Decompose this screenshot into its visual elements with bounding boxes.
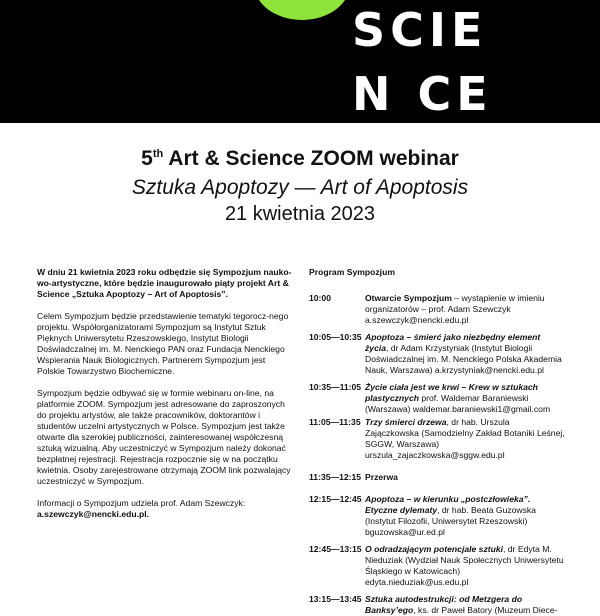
program-time: 12:15—12:45 [309, 494, 362, 504]
intro-paragraph-1: W dniu 21 kwietnia 2023 roku odbędzie się Sympozjum nauko-wo-artystyczne, które będzie inaugurowało piąty projekt Art & Science „Sztuka Apoptozy – Art of Apoptosis”. [37, 267, 292, 299]
title-number: 5 [141, 147, 153, 170]
program-item [309, 544, 565, 588]
program-desc: Sztuka autodestrukcji: od Metzgera do Banksy’ego, ks. dr Paweł Batory (Muzeum Diece- [365, 594, 558, 615]
program-time: 12:45—13:15 [309, 544, 362, 554]
intro-column [37, 267, 293, 531]
program-item [309, 332, 565, 376]
intro-paragraph-4: Informacji o Sympozjum udziela prof. Adam Szewczyk: a.szewczyk@nencki.edu.pl. [37, 498, 246, 519]
program-time: 13:15—13:45 [309, 594, 362, 604]
banner-letters-ce: CE [417, 67, 493, 121]
program-item [309, 494, 565, 538]
program-time: 11:05—11:35 [309, 417, 361, 427]
intro-paragraph-3: Sympozjum będzie odbywać się w formie webinaru on-line, na platformie ZOOM. Sympozjum jest adresowane do zaproszonych do projektu artystów, ale także pracowników, doktorantów i studentów uczelni artystycznych w Polsce. Sympozjum jest także otwarte dla szerokiej publiczności, zainteresowanej współczesną sztuką wizualną. Aby uczestniczyć w Sympozjum należy dokonać bezpłatnej rejestracji. Rejestracja rozpocznie się w na początku kwietnia. Osoby zarejestrowane otrzymają ZOOM link pozwalający uczestniczyć w Sympozjum. [37, 388, 291, 486]
program-desc: O odradzającym potencjale sztuki, dr Edyta M. Nieduziak (Wydział Nauk Społecznych Uniwersytetu Śląskiego w Katowicach) edyta.nieduziak@us.edu.pl [365, 544, 564, 587]
program-item [309, 594, 565, 616]
program-item [309, 293, 565, 326]
program-time: 11:35—12:15 [309, 472, 362, 482]
intro-paragraph-2: Celem Sympozjum będzie przedstawienie tematyki tegorocz-nego projektu. Współorganizatorami Sympozjum są Instytut Sztuk Pięknych Uniwersytetu Rzeszowskiego, Instytut Biologii Doświadczalnej im. M. Nenckiego PAN oraz Fundacja Nenckiego Wspierania Nauk Biologicznych. Partnerem Sympozjum jest Polskie Towarzystwo Biochemiczne. [37, 311, 289, 376]
program-desc: Otwarcie Sympozjum – wystąpienie w imieniu organizatorów – prof. Adam Szewczyk a.szewczyk@nencki.edu.pl [365, 293, 545, 325]
event-date: 21 kwietnia 2023 [224, 203, 376, 225]
banner-text-line-2 [352, 67, 493, 121]
header-banner [0, 0, 600, 123]
program-time: 10:35—11:05 [309, 382, 362, 392]
title-superscript: th [152, 148, 164, 160]
event-title [0, 147, 600, 171]
program-desc: Przerwa [365, 472, 398, 482]
program-column [309, 267, 565, 616]
program-desc: Apoptoza – w kierunku „postczłowieka”. Etyczne dylematy, dr hab. Beata Guzowska (Instytut Filozofii, Uniwersytet Rzeszowski) bguzowska@ur.ed.pl [365, 494, 537, 537]
banner-text-line-1: SCIE [352, 3, 488, 57]
program-item [309, 382, 565, 415]
program-desc: Trzy śmierci drzewa, dr hab. Urszula Zajączkowska (Samodzielny Zakład Botaniki Leśnej, SGGW, Warszawa) urszula_zajaczkowska@sggw.edu.pl [365, 417, 565, 460]
program-item [309, 472, 565, 483]
program-desc: Życie ciała jest we krwi – Krew w sztukach plastycznych prof. Waldemar Baraniewski (Warszawa) waldemar.baraniewski1@gmail.com [365, 382, 551, 414]
event-subtitle: Sztuka Apoptozy — Art of Apoptosis [131, 176, 469, 199]
program-time: 10:05—10:35 [309, 332, 362, 342]
program-time: 10:00 [309, 293, 331, 303]
program-item [309, 417, 565, 461]
contact-email: a.szewczyk@nencki.edu.pl. [37, 509, 150, 519]
program-desc: Apoptoza – śmierć jako niezbędny element życia, dr Adam Krzystyniak (Instytut Biologii Doświadczalnej im. M. Nenckiego Polska Akademia Nauk, Warszawa) a.krzystyniak@nencki.edu.pl [365, 332, 562, 375]
program-title: Program Sympozjum [309, 267, 395, 277]
green-circle-logo [254, 0, 350, 20]
title-text: Art & Science ZOOM webinar [163, 147, 459, 170]
banner-letter-n: N [352, 67, 396, 121]
